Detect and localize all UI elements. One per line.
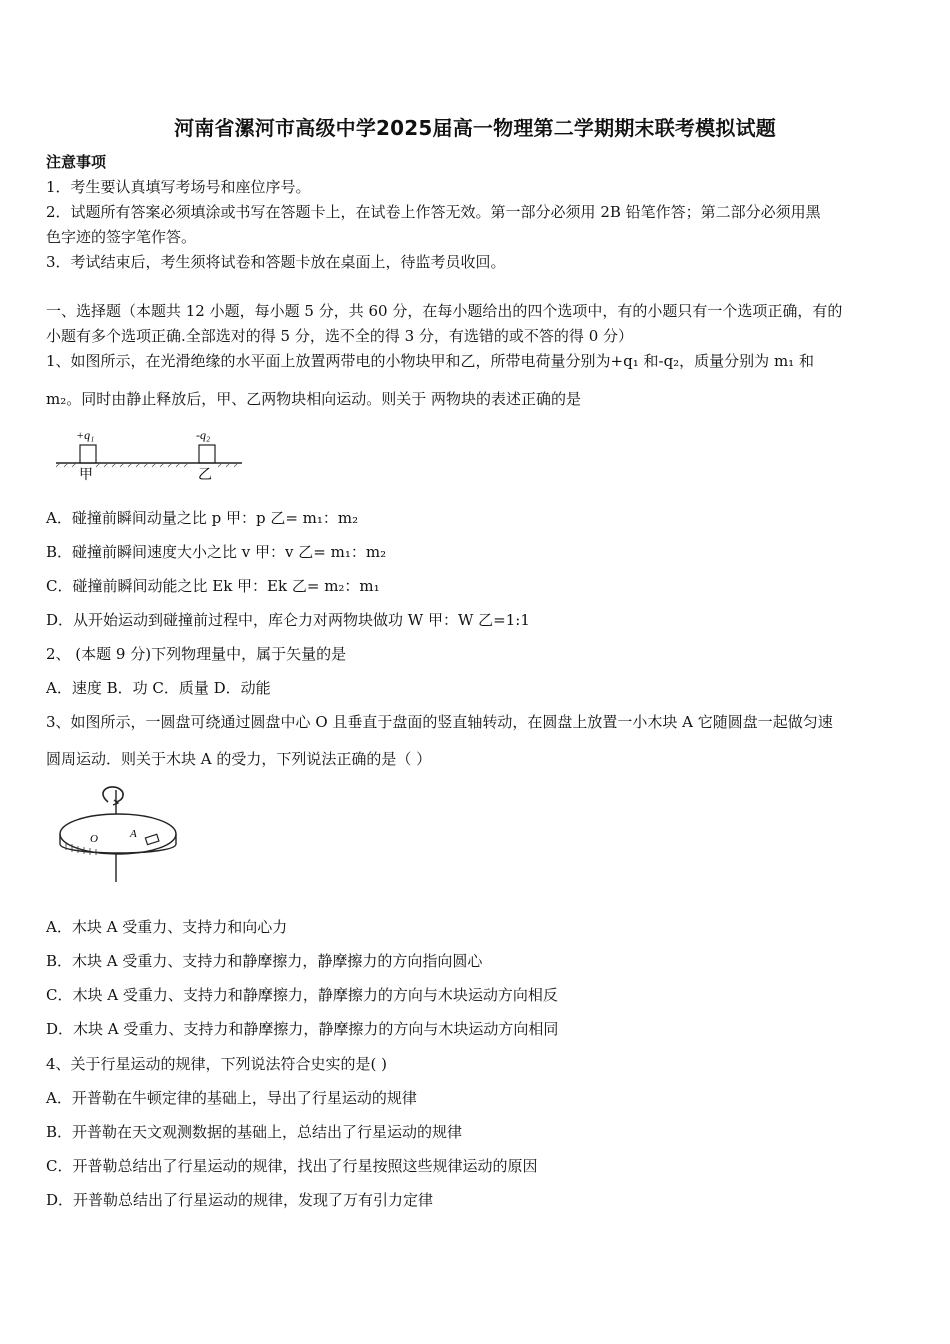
rotation-arrow-icon (103, 787, 123, 802)
notice-item-2-cont: 色字迹的签字笔作答。 (46, 228, 197, 246)
q3-option-c: C．木块 A 受重力、支持力和静摩擦力，静摩擦力的方向与木块运动方向相反 (46, 986, 558, 1004)
q3-option-d: D．木块 A 受重力、支持力和静摩擦力，静摩擦力的方向与木块运动方向相同 (46, 1020, 559, 1038)
label-o: O (90, 833, 98, 845)
q1-label-right: -q₂ (196, 428, 211, 442)
q3-option-a: A．木块 A 受重力、支持力和向心力 (46, 918, 288, 936)
q1-stem-2: m₂。同时由静止释放后，甲、乙两物块相向运动。则关于 两物块的表述正确的是 (46, 390, 582, 408)
notice-item-3: 3．考试结束后，考生须将试卷和答题卡放在桌面上，待监考员收回。 (46, 253, 506, 271)
notice-heading: 注意事项 (46, 153, 107, 171)
q1-stem-1: 1、如图所示，在光滑绝缘的水平面上放置两带电的小物块甲和乙，所带电荷量分别为+q₁ 和-q₂，质量分别为 m₁ 和 (46, 352, 814, 370)
q3-stem-2: 圆周运动．则关于木块 A 的受力，下列说法正确的是（ ） (46, 750, 432, 768)
notice-item-2: 2．试题所有答案必须填涂或书写在答题卡上，在试卷上作答无效。第一部分必须用 2B 铅笔作答；第二部分必须用黑 (46, 203, 821, 221)
q4-option-c: C．开普勒总结出了行星运动的规律，找出了行星按照这些规律运动的原因 (46, 1157, 538, 1175)
q4-option-a: A．开普勒在牛顿定律的基础上，导出了行星运动的规律 (46, 1089, 417, 1107)
q4-stem: 4、关于行星运动的规律，下列说法符合史实的是( ) (46, 1055, 388, 1073)
section1-instructions-1: 一、选择题（本题共 12 小题，每小题 5 分，共 60 分，在每小题给出的四个选项中，有的小题只有一个选项正确，有的 (46, 302, 843, 320)
q2-stem: 2、 (本题 9 分)下列物理量中，属于矢量的是 (46, 645, 347, 663)
notice-item-1: 1．考生要认真填写考场号和座位序号。 (46, 178, 311, 196)
q3-figure (56, 782, 186, 884)
block-yi (199, 445, 215, 463)
q1-block-right-label: 乙 (198, 467, 212, 483)
q1-figure (56, 426, 246, 484)
label-a: A (130, 828, 137, 840)
page-title: 河南省漯河市高级中学2025届高一物理第二学期期末联考模拟试题 (174, 116, 776, 140)
q1-block-left-label: 甲 (79, 467, 93, 483)
q1-option-b: B．碰撞前瞬间速度大小之比 v 甲：v 乙= m₁：m₂ (46, 543, 387, 561)
disk-top (60, 814, 176, 854)
q4-option-b: B．开普勒在天文观测数据的基础上，总结出了行星运动的规律 (46, 1123, 463, 1141)
q2-options: A．速度 B．功 C．质量 D．动能 (46, 679, 271, 697)
q3-stem-1: 3、如图所示，一圆盘可绕通过圆盘中心 O 且垂直于盘面的竖直轴转动，在圆盘上放置一小木块 A 它随圆盘一起做匀速 (46, 713, 833, 731)
q1-option-c: C．碰撞前瞬间动能之比 Ek 甲：Ek 乙= m₂：m₁ (46, 577, 380, 595)
section1-instructions-2: 小题有多个选项正确.全部选对的得 5 分，选不全的得 3 分，有选错的或不答的得 0 分） (46, 327, 634, 345)
q4-option-d: D．开普勒总结出了行星运动的规律，发现了万有引力定律 (46, 1191, 434, 1209)
block-jia (80, 445, 96, 463)
q1-option-d: D．从开始运动到碰撞前过程中，库仑力对两物块做功 W 甲：W 乙=1:1 (46, 611, 530, 629)
q1-label-left: +q₁ (76, 428, 95, 442)
q1-option-a: A．碰撞前瞬间动量之比 p 甲：p 乙= m₁：m₂ (46, 509, 359, 527)
q3-option-b: B．木块 A 受重力、支持力和静摩擦力，静摩擦力的方向指向圆心 (46, 952, 483, 970)
